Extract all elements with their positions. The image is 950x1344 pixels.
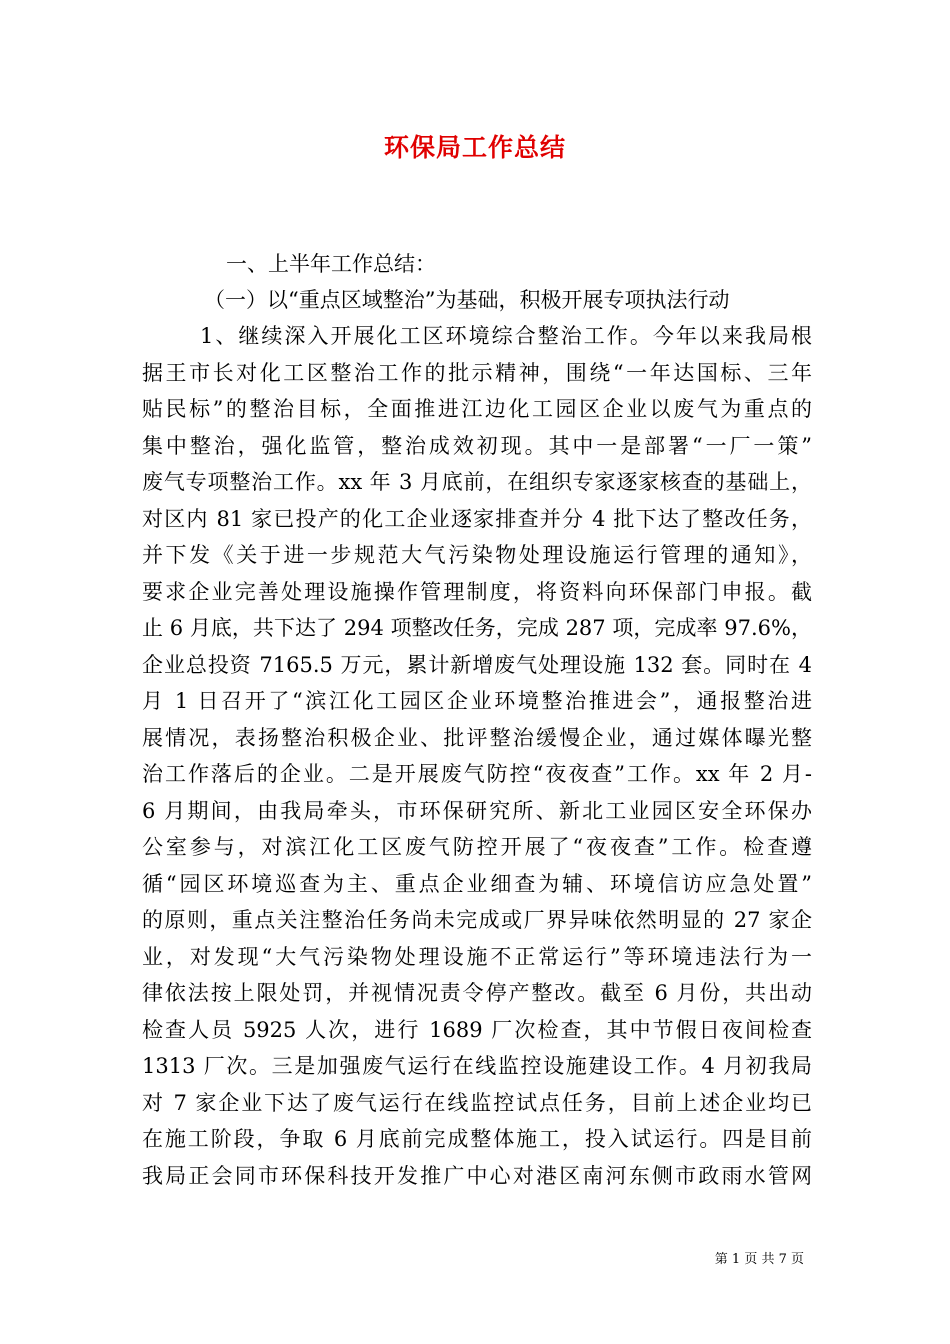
text-line: 公室参与，对滨江化工区废气防控开展了“夜夜查”工作。检查遵 [142,835,812,859]
text-line: 在施工阶段，争取 6 月底前完成整体施工，投入试运行。四是目前 [142,1127,812,1151]
text-line: 6 月期间，由我局牵头，市环保研究所、新北工业园区安全环保办 [142,798,812,823]
page-number-footer: 第 1 页 共 7 页 [714,1252,804,1267]
text-line: 我局正会同市环保科技开发推广中心对港区南河东侧市政雨水管网 [142,1163,812,1188]
text-line: 律依法按上限处罚，并视情况责令停产整改。截至 6 月份，共出动 [142,981,812,1005]
text-line: 循“园区环境巡查为主、重点企业细查为辅、环境信访应急处置” [142,871,812,896]
subsection-heading: （一）以“重点区域整治”为基础，积极开展专项执法行动 [204,288,730,312]
text-line: 1313 厂次。三是加强废气运行在线监控设施建设工作。4 月初我局 [142,1054,812,1078]
text-line: 企业总投资 7165.5 万元，累计新增废气处理设施 132 套。同时在 4 [142,652,812,677]
text-line: 月 1 日召开了“滨江化工园区企业环境整治推进会”，通报整治进 [142,689,812,713]
body-paragraph [142,318,812,1194]
text-line: 的原则，重点关注整治任务尚未完成或厂界异味依然明显的 27 家企 [142,908,812,932]
text-line: 治工作落后的企业。二是开展废气防控“夜夜查”工作。xx 年 2 月- [142,762,812,786]
text-line: 对 7 家企业下达了废气运行在线监控试点任务，目前上述企业均已 [142,1090,812,1115]
text-line: 贴民标”的整治目标，全面推进江边化工园区企业以废气为重点的 [142,397,812,421]
text-line: 废气专项整治工作。xx 年 3 月底前，在组织专家逐家核查的基础上， [142,470,812,494]
text-line: 对区内 81 家已投产的化工企业逐家排查并分 4 批下达了整改任务， [142,506,812,531]
text-line: 业，对发现“大气污染物处理设施不正常运行”等环境违法行为一 [142,944,812,969]
text-line: 并下发《关于进一步规范大气污染物处理设施运行管理的通知》， [142,543,812,567]
text-line: 展情况，表扬整治积极企业、批评整治缓慢企业，通过媒体曝光整 [142,725,812,750]
section-heading: 一、上半年工作总结： [226,252,436,276]
text-line: 1、继续深入开展化工区环境综合整治工作。今年以来我局根 [200,324,812,348]
document-title: 环保局工作总结 [383,133,566,162]
text-line: 集中整治，强化监管，整治成效初现。其中一是部署“一厂一策” [142,433,812,458]
text-line: 止 6 月底，共下达了 294 项整改任务，完成 287 项，完成率 97.6%， [142,616,812,640]
text-line: 要求企业完善处理设施操作管理制度，将资料向环保部门申报。截 [142,579,812,604]
text-line: 据王市长对化工区整治工作的批示精神，围绕“一年达国标、三年 [142,360,812,385]
text-line: 检查人员 5925 人次，进行 1689 厂次检查，其中节假日夜间检查 [142,1017,812,1042]
